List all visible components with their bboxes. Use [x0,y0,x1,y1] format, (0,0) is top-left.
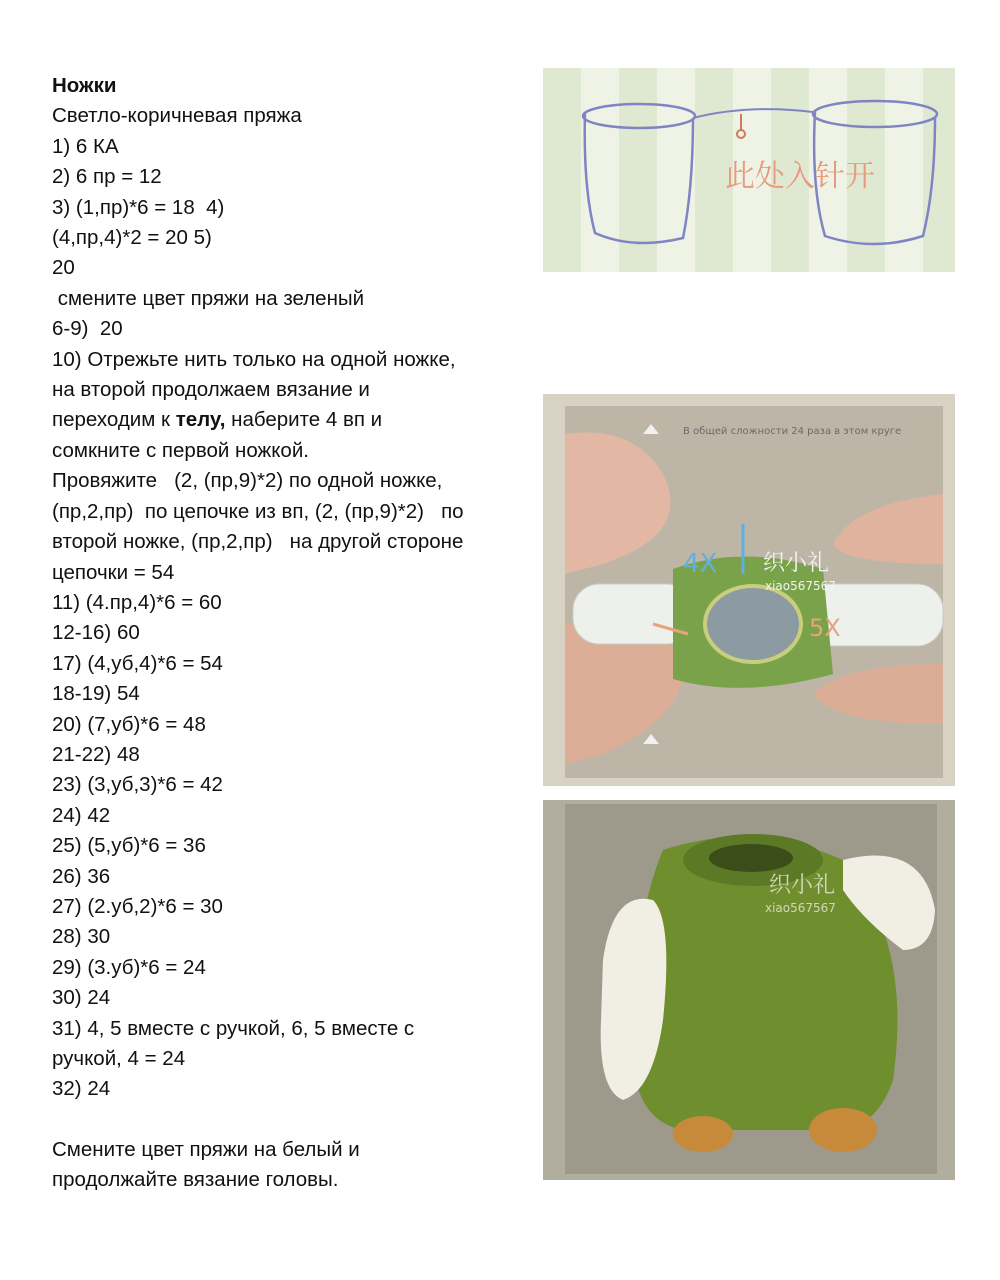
instruction-line: 3) (1,пр)*6 = 18 4) [52,195,225,219]
instruction-line: (4,пр,4)*2 = 20 5) [52,226,212,250]
watermark-cn-2: 织小礼 [769,873,836,898]
instructions-part-1 [52,101,532,405]
instruction-line: 26) 36 [52,864,111,888]
instruction-line: 24) 42 [52,803,111,827]
instruction-line: 6-9) 20 [52,317,123,341]
instruction-line: 2) 6 пр = 12 [52,165,162,189]
instruction-line: 29) (3.уб)*6 = 24 [52,955,206,979]
instruction-line: второй ножке, (пр,2,пр) на другой стороне [52,530,464,554]
finished-body-photo [543,800,955,1180]
watermark-id-2: xiao567567 [765,901,836,915]
instruction-line: 25) (5,уб)*6 = 36 [52,834,206,858]
instruction-line: 18-19) 54 [52,682,140,706]
instruction-line: 27) (2.уб,2)*6 = 30 [52,894,223,918]
instruction-line: 17) (4,уб,4)*6 = 54 [52,651,223,675]
instruction-line: сомкните с первой ножкой. [52,438,309,462]
section-title: Ножки [52,74,117,97]
instruction-line: 31) 4, 5 вместе с ручкой, 6, 5 вместе с [52,1016,415,1040]
instructions-part-2 [52,436,532,1105]
closing-instructions [52,1135,532,1196]
instruction-line: 32) 24 [52,1077,111,1101]
instruction-line: цепочки = 54 [52,560,175,584]
instruction-line: 20) (7,уб)*6 = 48 [52,712,206,736]
instruction-line: 23) (3,уб,3)*6 = 42 [52,773,223,797]
closing-line: Смените цвет пряжи на белый и [52,1137,360,1161]
photo1-caption: В общей сложности 24 раза в этом круге [683,426,902,437]
instruction-line: 28) 30 [52,925,111,949]
label-5x: 5X [809,614,841,642]
instruction-line: смените цвет пряжи на зеленый [52,286,365,310]
diagram-caption: 此处入针开 [725,159,875,194]
bold-word-body: телу, [175,408,226,432]
instruction-line: 10) Отрежьте нить только на одной ножке, [52,347,456,371]
instruction-line: 21-22) 48 [52,742,140,766]
instruction-line: Провяжите (2, (пр,9)*2) по одной ножке, [52,469,443,493]
joining-legs-photo [543,394,955,786]
pattern-text [52,71,532,1196]
bold-line-after: наберите 4 вп и [225,408,383,432]
instruction-line: Светло-коричневая пряжа [52,104,302,128]
instruction-line-bold [52,405,532,435]
instruction-line: 20 [52,256,75,280]
leg-joining-diagram [543,68,955,272]
instruction-line: 12-16) 60 [52,621,140,645]
label-4x: 4X [683,549,718,579]
watermark-cn: 织小礼 [763,551,830,576]
instruction-line: 30) 24 [52,986,111,1010]
instruction-line: 11) (4.пр,4)*6 = 60 [52,590,222,614]
closing-line: продолжайте вязание головы. [52,1168,339,1192]
instruction-line: ручкой, 4 = 24 [52,1047,186,1070]
instruction-line: (пр,2,пр) по цепочке из вп, (2, (пр,9)*2) по [52,499,464,523]
instruction-line: 1) 6 КА [52,134,119,158]
watermark-id: xiao567567 [765,579,836,593]
bold-line-before: переходим к [52,408,176,432]
instruction-line: на второй продолжаем вязание и [52,378,370,402]
